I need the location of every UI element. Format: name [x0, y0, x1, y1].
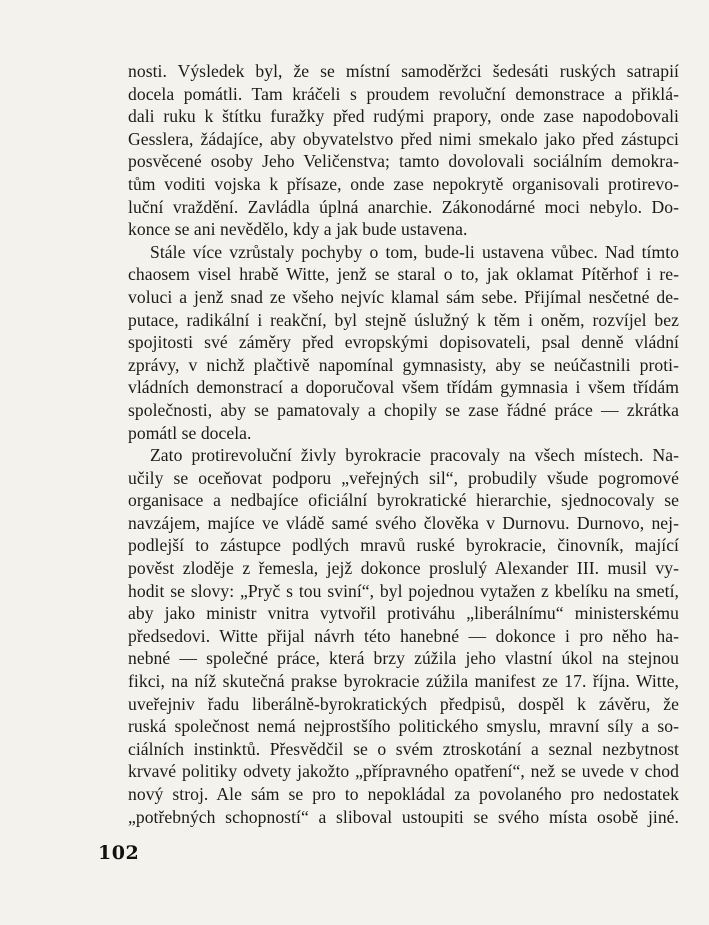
text-line: chaosem visel hrabě Witte, jenž se staral o to, jak oklamat Pítěrhof i re- [128, 264, 679, 285]
text-line: putace, radikální i reakční, byl stejně úslužný k těm i oněm, rozvíjel bez [128, 309, 679, 330]
text-line: podlejší to zástupce podlých mravů ruské byrokracie, činovník, mající [128, 535, 679, 556]
text-line: konce se ani nevědělo, kdy a jak bude ustavena. [128, 219, 468, 240]
text-line: vládních demonstrací a doporučoval všem třídám gymnasia i všem třídám [128, 377, 679, 398]
text-line: nosti. Výsledek byl, že se místní samoděržci šedesáti ruských satrapií [128, 61, 679, 81]
text-line: voluci a jenž snad ze všeho nejvíc klamal sám sebe. Přijímal nesčetné de- [128, 286, 679, 307]
text-line: ciálních instinktů. Přesvědčil se o svém ztroskotání a seznal nezbytnost [128, 738, 679, 759]
text-line: uveřejniv řadu liberálně-byrokratických předpisů, dospěl k závěru, že [128, 693, 679, 714]
text-line: spojitosti své záměry před evropskými dopisovateli, psal denně vládní [128, 332, 679, 353]
text-line: „potřebných schopností“ a sliboval ustoupiti se svého místa osobě jiné. [128, 806, 679, 827]
text-line: předsedovi. Witte přijal návrh této hanebné — dokonce i pro něho ha- [128, 625, 679, 646]
page-number: 102 [98, 842, 140, 864]
text-line: ruská společnost nemá nejprostšího politického smyslu, mravní síly a so- [128, 716, 679, 737]
text-line: navzájem, majíce ve vládě samé svého člověka v Durnovu. Durnovo, nej- [128, 512, 679, 533]
text-line: učily se oceňovat podporu „veřejných sil“, probudily všude pogromové [128, 467, 679, 488]
text-line: fikci, na níž skutečná prakse byrokracie zúžila manifest ze 17. října. Witte, [128, 671, 679, 692]
text-line: Zato protirevoluční živly byrokracie pracovaly na všech místech. Na- [150, 445, 679, 466]
text-line: pověst zloděje z řemesla, jejž dokonce proslulý Alexander III. musil vy- [128, 558, 679, 579]
text-line: nový stroj. Ale sám se pro to nepokládal za povolaného pro nedostatek [128, 784, 679, 804]
text-line: tům voditi vojska k přísaze, onde zase nepokrytě organisovali protirevo- [128, 173, 679, 194]
text-line: luční vraždění. Zavládla úplná anarchie. Zákonodárné moci nebylo. Do- [128, 196, 679, 217]
text-line: společnosti, aby se pamatovaly a chopily se zase řádné práce — zkrátka [128, 399, 679, 420]
text-line: krvavé politiky odvety jakožto „přípravného opatření“, než se uvede v chod [128, 761, 679, 782]
text-line: aby jako ministr vnitra vytvořil protiváhu „liberálnímu“ ministerskému [128, 603, 679, 624]
text-line: hodit se slovy: „Pryč s tou sviní“, byl pojednou vytažen z kbelíku na smetí, [128, 580, 679, 601]
text-line: docela pomátli. Tam kráčeli s proudem revoluční demonstrace a přiklá- [128, 83, 679, 104]
body-text [128, 60, 679, 828]
text-line: organisace a nedbajíce oficiální byrokratické hierarchie, sjednocovaly se [128, 490, 679, 511]
text-line: nebné — společné práce, která brzy zúžila jeho vlastní úkol na stejnou [128, 648, 679, 669]
text-line: zprávy, v nichž plačtivě napomínal gymnasisty, aby se neúčastnili proti- [128, 354, 679, 375]
text-line: posvěcené osoby Jeho Veličenstva; tamto dovolovali sociálním demokra- [128, 151, 679, 172]
text-line: pomátl se docela. [128, 422, 252, 443]
text-line: Stále více vzrůstaly pochyby o tom, bude-li ustavena vůbec. Nad tímto [150, 241, 679, 262]
text-line: Gesslera, žádajíce, aby obyvatelstvo před nimi smekalo jako před zástupci [128, 128, 679, 149]
text-line: dali ruku k štítku furažky před rudými prapory, onde zase napodobovali [128, 106, 679, 127]
